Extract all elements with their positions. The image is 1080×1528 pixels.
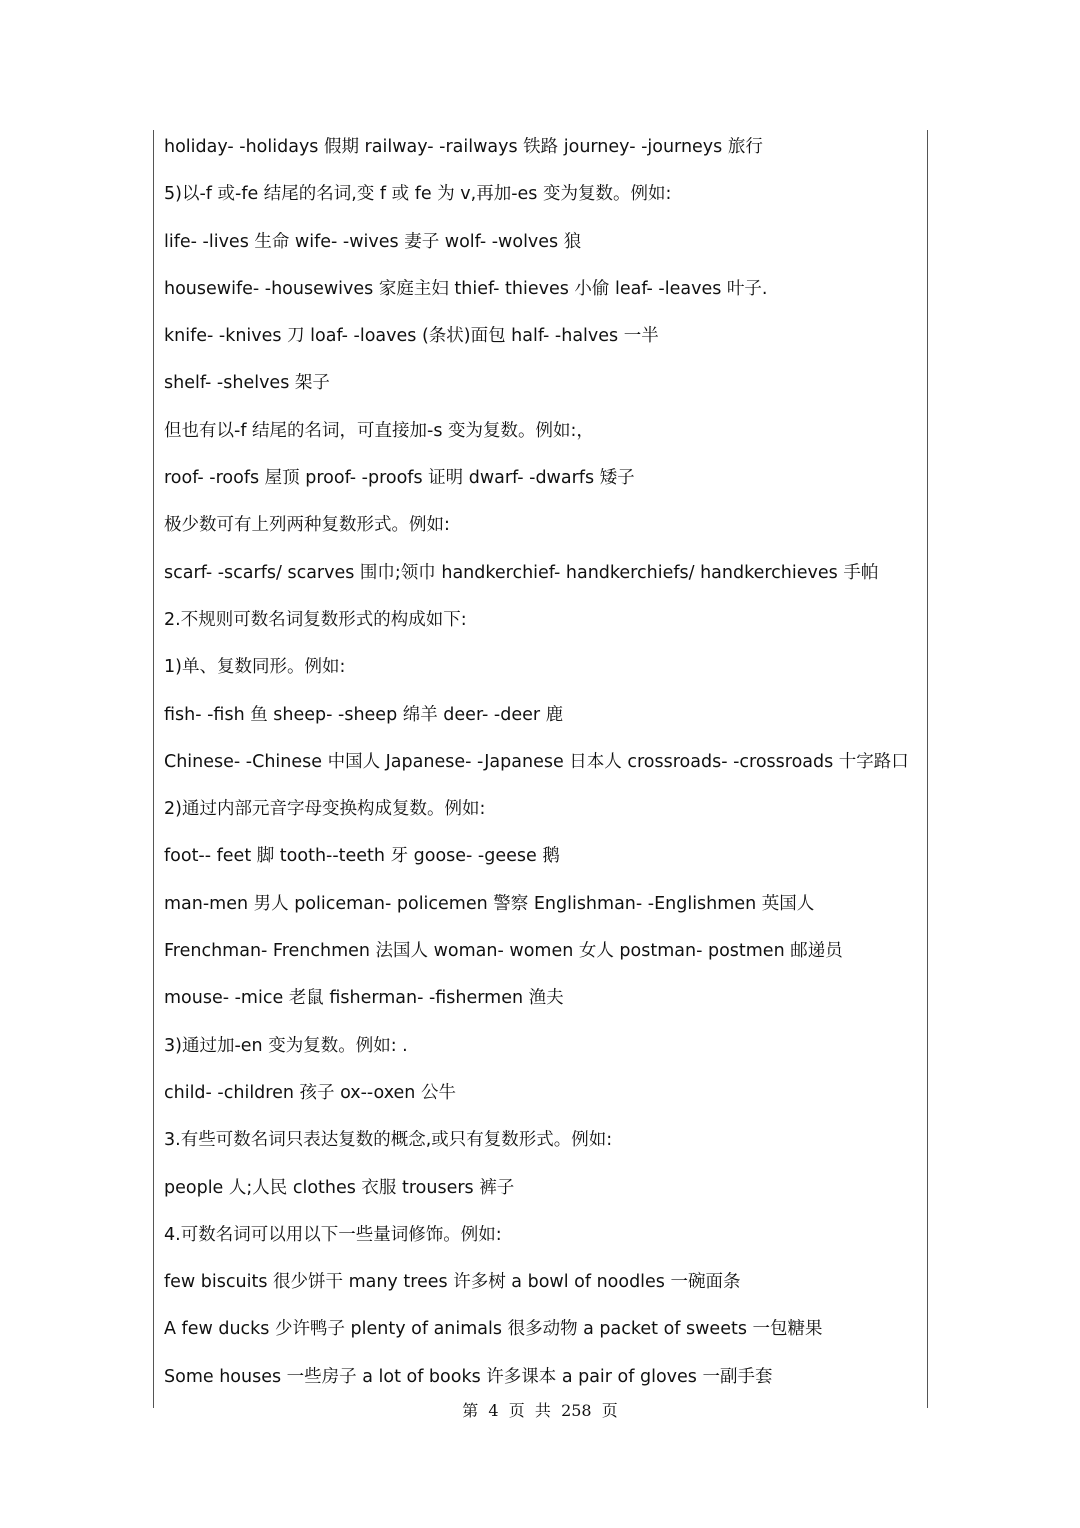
text-line: 1)单、复数同形。例如: — [164, 657, 346, 678]
text-line: man-men 男人 policeman- policemen 警察 Englishman- -Englishmen 英国人 — [164, 893, 815, 914]
text-line: foot-- feet 脚 tooth--teeth 牙 goose- -geese 鹅 — [164, 846, 560, 867]
text-line: 但也有以-f 结尾的名词，可直接加-s 变为复数。例如:， — [164, 420, 594, 441]
text-line: holiday- -holidays 假期 railway- -railways 铁路 journey- -journeys 旅行 — [164, 137, 763, 157]
page-right-border — [927, 130, 928, 1408]
text-line: Chinese- -Chinese 中国人 Japanese- -Japanese 日本人 crossroads- -crossroads 十字路口 — [164, 751, 909, 772]
text-line: 4.可数名词可以用以下一些量词修饰。例如: — [164, 1224, 502, 1245]
text-line: 5)以-f 或-fe 结尾的名词,变 f 或 fe 为 v,再加-es 变为复数。例如: — [164, 184, 672, 205]
text-line: scarf- -scarfs/ scarves 围巾;领巾 handkerchief- handkerchiefs/ handkerchieves 手帕 — [164, 562, 879, 583]
text-line: fish- -fish 鱼 sheep- -sheep 绵羊 deer- -deer 鹿 — [164, 704, 564, 725]
text-line: roof- -roofs 屋顶 proof- -proofs 证明 dwarf- -dwarfs 矮子 — [164, 468, 635, 489]
text-line: life- -lives 生命 wife- -wives 妻子 wolf- -wolves 狼 — [164, 231, 582, 252]
text-line: mouse- -mice 老鼠 fisherman- -fishermen 渔夫 — [164, 988, 564, 1009]
page-left-border — [153, 130, 154, 1408]
page-number-footer: 第 4 页 共 258 页 — [462, 1401, 618, 1420]
text-line: Frenchman- Frenchmen 法国人 woman- women 女人 postman- postmen 邮递员 — [164, 941, 843, 962]
text-line: shelf- -shelves 架子 — [164, 373, 330, 394]
text-line: child- -children 孩子 ox--oxen 公牛 — [164, 1082, 456, 1103]
text-line: A few ducks 少许鸭子 plenty of animals 很多动物 a packet of sweets 一包糖果 — [164, 1319, 823, 1340]
text-line: housewife- -housewives 家庭主妇 thief- thieves 小偷 leaf- -leaves 叶子. — [164, 278, 768, 299]
text-line: 2)通过内部元音字母变换构成复数。例如: — [164, 799, 486, 820]
text-line: 极少数可有上列两种复数形式。例如: — [164, 515, 450, 536]
text-line: people 人;人民 clothes 衣服 trousers 裤子 — [164, 1177, 515, 1198]
text-line: 2.不规则可数名词复数形式的构成如下: — [164, 609, 467, 630]
text-line: 3)通过加-en 变为复数。例如: . — [164, 1035, 408, 1056]
text-line: Some houses 一些房子 a lot of books 许多课本 a pair of gloves 一副手套 — [164, 1366, 773, 1387]
text-line: 3.有些可数名词只表达复数的概念,或只有复数形式。例如: — [164, 1130, 613, 1151]
text-line: knife- -knives 刀 loaf- -loaves (条状)面包 half- -halves 一半 — [164, 326, 659, 347]
page-content — [164, 124, 919, 1401]
text-line: few biscuits 很少饼干 many trees 许多树 a bowl of noodles 一碗面条 — [164, 1272, 741, 1293]
